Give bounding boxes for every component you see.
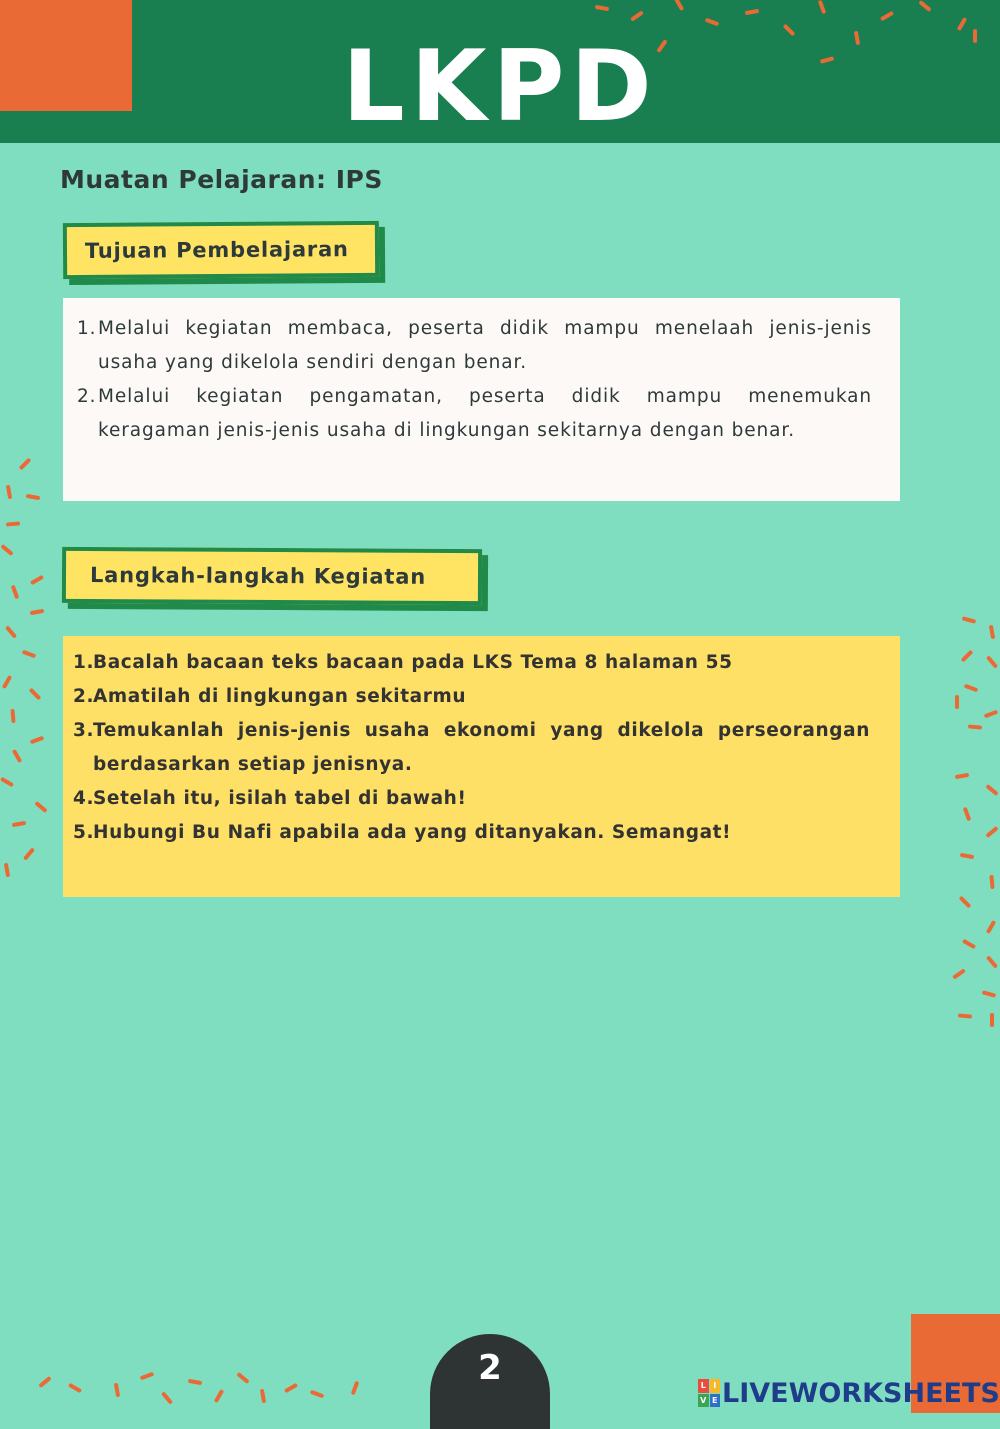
langkah-item: Bacalah bacaan teks bacaan pada LKS Tema 8 halaman 55 bbox=[93, 652, 733, 673]
langkah-item: Amatilah di lingkungan sekitarmu bbox=[93, 686, 467, 707]
tujuan-item: Melalui kegiatan pengamatan, peserta didik mampu menemukan keragaman jenis-jenis usaha di lingkungan sekitarnya dengan benar. bbox=[98, 386, 872, 441]
tujuan-heading: Tujuan Pembelajaran bbox=[84, 237, 349, 263]
page-number: 2 bbox=[478, 1348, 502, 1388]
brand-logo-icon: L I V E bbox=[698, 1379, 720, 1407]
subject-label: Muatan Pelajaran: IPS bbox=[60, 165, 383, 194]
langkah-heading-tag bbox=[62, 547, 482, 605]
tujuan-box bbox=[63, 298, 900, 501]
tujuan-item: Melalui kegiatan membaca, peserta didik mampu menelaah jenis-jenis usaha yang dikelola sendiri dengan benar. bbox=[98, 318, 872, 373]
tujuan-list bbox=[77, 312, 872, 448]
langkah-item: Temukanlah jenis-jenis usaha ekonomi yang dikelola perseorangan berdasarkan setiap jenisnya. bbox=[93, 720, 870, 775]
langkah-box bbox=[63, 636, 900, 897]
langkah-item: Hubungi Bu Nafi apabila ada yang ditanyakan. Semangat! bbox=[93, 822, 732, 843]
langkah-heading: Langkah-langkah Kegiatan bbox=[89, 563, 427, 589]
langkah-list bbox=[73, 646, 870, 850]
brand-name: LIVEWORKSHEETS bbox=[722, 1377, 1000, 1409]
tujuan-heading-tag bbox=[63, 221, 379, 279]
brand-watermark bbox=[698, 1375, 1000, 1411]
page-title: LKPD bbox=[342, 30, 658, 144]
langkah-item: Setelah itu, isilah tabel di bawah! bbox=[93, 788, 467, 809]
